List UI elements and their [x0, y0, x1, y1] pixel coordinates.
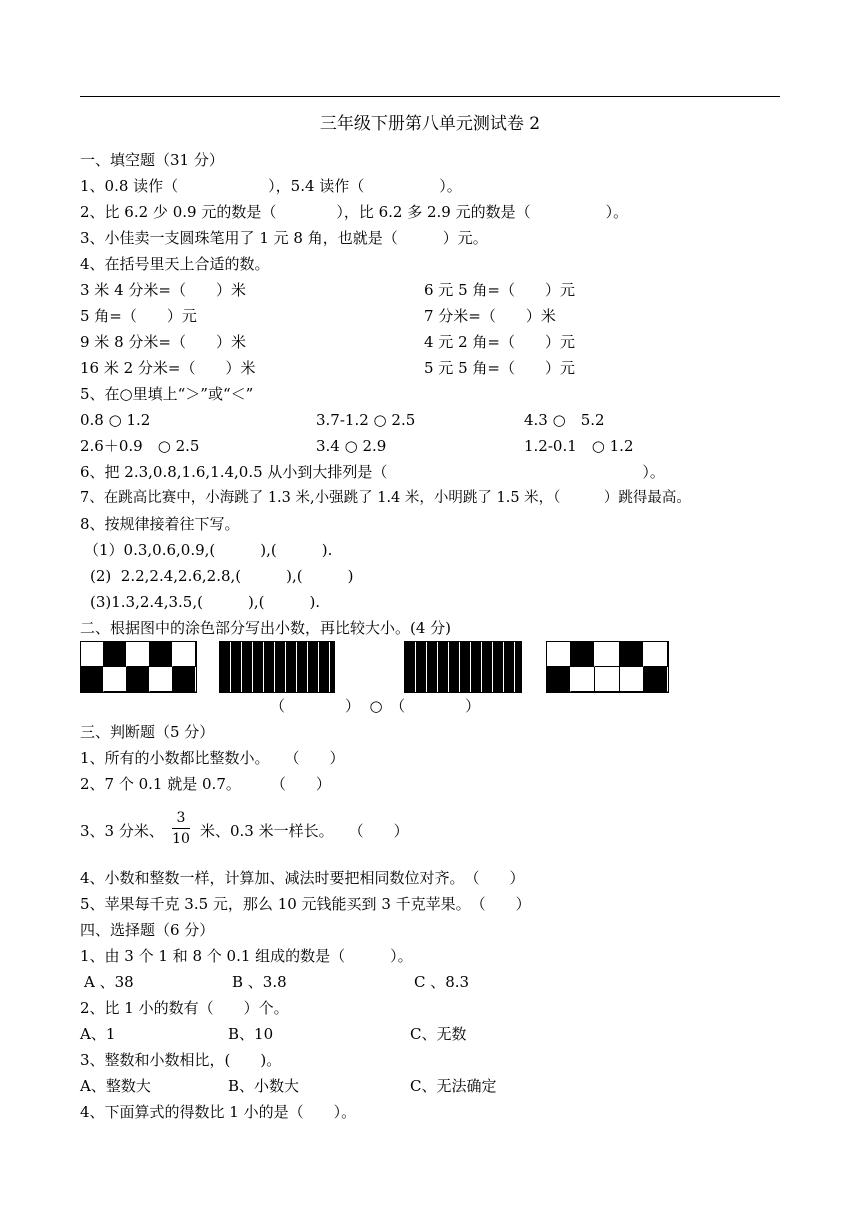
q3-3-part1: 3、3 分米、: [80, 822, 164, 840]
q4-1: 1、由 3 个 1 和 8 个 0.1 组成的数是（ ）。: [80, 947, 413, 965]
q4-2: 2、比 1 小的数有（ ）个。: [80, 999, 289, 1017]
q1-4-item: 6 元 5 角=（ ）元: [424, 281, 575, 299]
q4-2-option: B、10: [228, 1025, 274, 1043]
q1-3: 3、小佳卖一支圆珠笔用了 1 元 8 角，也就是（ ）元。: [80, 229, 488, 247]
q1-5: 5、在○里填上“＞”或“＜”: [80, 385, 254, 403]
q1-5-item: 2.6＋0.9 ○ 2.5: [80, 437, 200, 455]
fraction-numerator: 3: [176, 810, 186, 826]
q1-4-item: 4 元 2 角=（ ）元: [424, 333, 575, 351]
q4-2-option: C、无数: [410, 1025, 467, 1043]
q1-8: 8、按规律接着往下写。: [80, 515, 240, 533]
figure-striped-2: [219, 641, 335, 693]
section2-heading: 二、根据图中的涂色部分写出小数，再比较大小。(4 分): [80, 619, 452, 637]
q1-8-item: (2) 2.2,2.4,2.6,2.8,( ),( ): [90, 567, 354, 585]
q1-4-item: 7 分米=（ ）米: [424, 307, 556, 325]
q3-5: 5、苹果每千克 3.5 元，那么 10 元钱能买到 3 千克苹果。 （ ）: [80, 895, 531, 913]
section1-heading: 一、填空题（31 分）: [80, 151, 224, 169]
q1-6: 6、把 2.3,0.8,1.6,1.4,0.5 从小到大排列是（ ）。: [80, 463, 665, 481]
q4-3-option: A、整数大: [80, 1077, 151, 1095]
q4-1-option: C 、8.3: [414, 973, 470, 991]
fraction: [172, 810, 190, 847]
q1-4-item: 16 米 2 分米=（ ）米: [80, 359, 256, 377]
q1-4-item: 5 角=（ ）元: [80, 307, 197, 325]
q1-4-item: 3 米 4 分米=（ ）米: [80, 281, 246, 299]
q4-3-option: C、无法确定: [410, 1077, 497, 1095]
q4-3: 3、整数和小数相比，( )。: [80, 1051, 282, 1069]
q1-5-item: 3.7-1.2 ○ 2.5: [316, 411, 416, 429]
q4-3-option: B、小数大: [228, 1077, 300, 1095]
q4-1-option: A 、38: [84, 973, 134, 991]
q1-8-item: （1）0.3,0.6,0.9,( ),( ).: [84, 541, 333, 559]
q3-1: 1、所有的小数都比整数小。 （ ）: [80, 749, 345, 767]
section4-heading: 四、选择题（6 分）: [80, 921, 215, 939]
figure-compare-line: （ ） ○ （ ）: [270, 697, 481, 715]
q1-5-item: 3.4 ○ 2.9: [316, 437, 387, 455]
q1-4: 4、在括号里天上合适的数。: [80, 255, 270, 273]
page-title: 三年级下册第八单元测试卷 2: [319, 114, 541, 134]
q3-4: 4、小数和整数一样，计算加、减法时要把相同数位对齐。 （ ）: [80, 869, 525, 887]
fraction-denominator: 10: [172, 831, 190, 847]
figure-checker-1: [80, 641, 197, 693]
q1-1: 1、0.8 读作（ ），5.4 读作（ ）。: [80, 177, 462, 195]
q3-2: 2、7 个 0.1 就是 0.7。 （ ）: [80, 775, 331, 793]
q1-5-item: 1.2-0.1 ○ 1.2: [524, 437, 634, 455]
section3-heading: 三、判断题（5 分）: [80, 723, 215, 741]
q1-8-item: (3)1.3,2.4,3.5,( ),( ).: [90, 593, 321, 611]
q4-2-option: A、1: [80, 1025, 116, 1043]
q1-7: 7、在跳高比赛中，小海跳了 1.3 米,小强跳了 1.4 米，小明跳了 1.5 米，（ ）跳得最高。: [80, 490, 691, 506]
q4-4: 4、下面算式的得数比 1 小的是（ ）。: [80, 1103, 357, 1121]
q1-5-item: 0.8 ○ 1.2: [80, 411, 151, 429]
q1-2: 2、比 6.2 少 0.9 元的数是（ ），比 6.2 多 2.9 元的数是（ ）。: [80, 203, 629, 221]
q1-5-item: 4.3 ○ 5.2: [524, 411, 605, 429]
q1-4-item: 5 元 5 角=（ ）元: [424, 359, 575, 377]
q1-4-item: 9 米 8 分米=（ ）米: [80, 333, 246, 351]
figure-striped-3: [404, 641, 522, 693]
header-rule: [80, 96, 780, 97]
fraction-bar: [172, 828, 190, 829]
q4-1-option: B 、3.8: [232, 973, 287, 991]
figure-checker-4: [546, 641, 669, 693]
q3-3-part2: 米、0.3 米一样长。 （ ）: [200, 822, 409, 840]
